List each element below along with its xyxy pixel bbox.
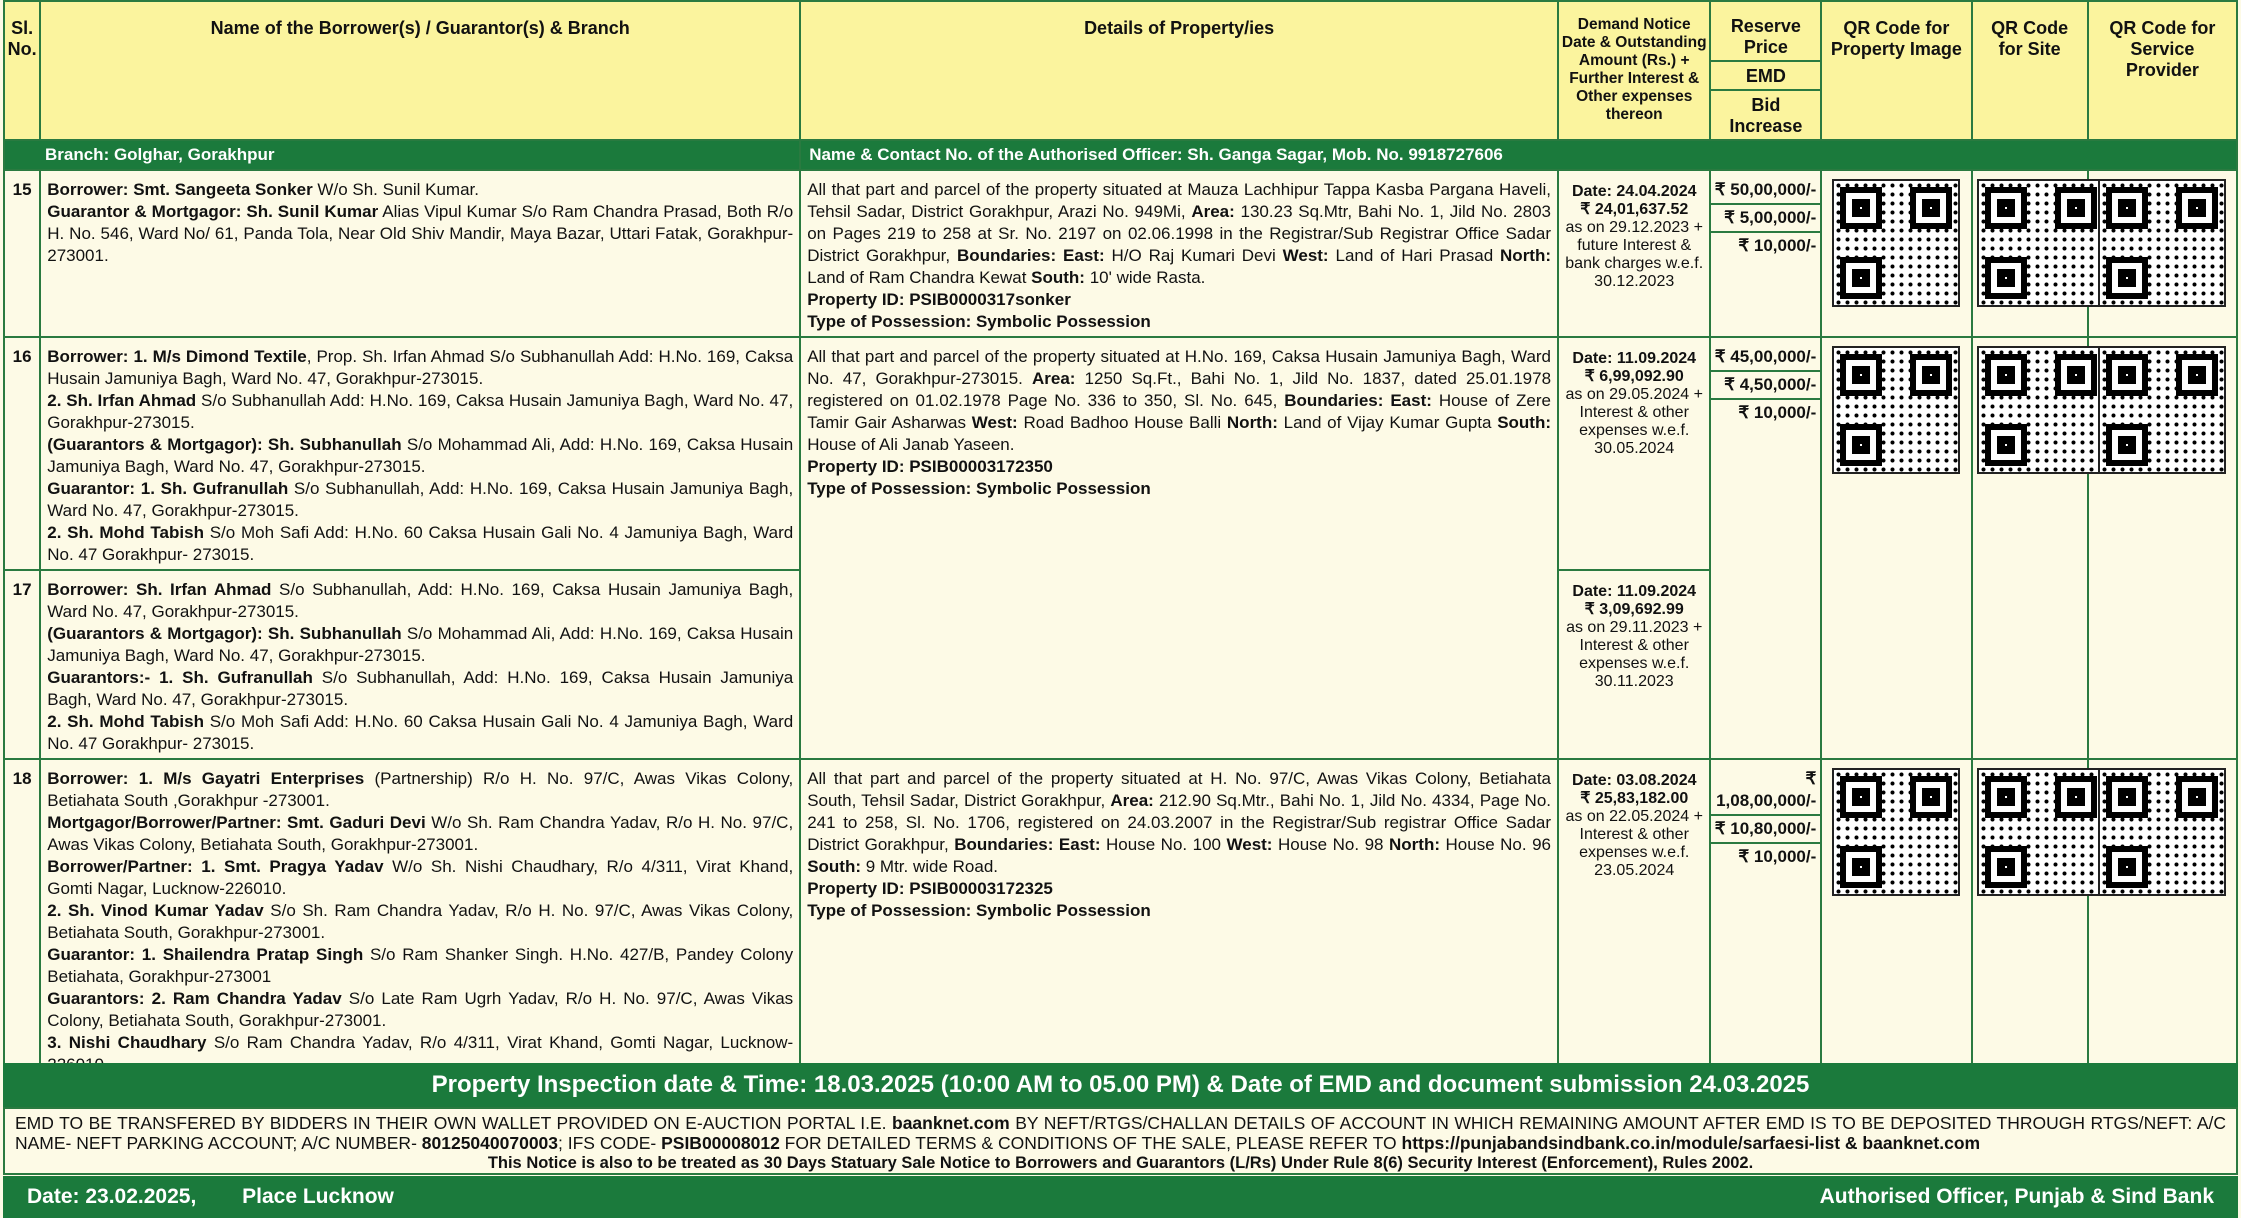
- demand-date: Date: 24.04.2024: [1571, 183, 1697, 200]
- col-qr-service: QR Code for Service Provider: [2088, 1, 2237, 140]
- demand-notice: [1558, 170, 1710, 337]
- authorised-officer: Name & Contact No. of the Authorised Officer: Sh. Ganga Sagar, Mob. No. 9918727606: [800, 140, 2237, 170]
- borrower-details: Borrower: 1. M/s Gayatri Enterprises (Partnership) R/o H. No. 97/C, Awas Vikas Colony, Betiahata South ,Gorakhpur -273001. Mortgagor/Borrower/Partner: Smt. Gaduri Devi W/o Sh. Ram Chandra Yadav, R/o H. No. 97/C, Awas Vikas Colony, Betiahata South, Gorakhpur-273001. Borrower/Partner: 1. Smt. Pragya Yadav W/o Sh. Nishi Chaudhary, R/o 4/311, Virat Khand, Gomti Nagar, Lucknow-226010. 2. Sh. Vinod Kumar Yadav S/o Sh. Ram Chandra Yadav, R/o H. No. 97/C, Awas Vikas Colony, Betiahata South, Gorakhpur-273001. Guarantor: 1. Shailendra Pratap Singh S/o Ram Shanker Singh. H.No. 427/B, Pandey Colony Betiahata, Gorakhpur-273001 Guarantors: 2. Ram Chandra Yadav S/o Late Ram Ugrh Yadav, R/o H. No. 97/C, Awas Vikas Colony, Betiahata South, Gorakhpur-273001. 3. Nishi Chaudhary S/o Ram Chandra Yadav, R/o 4/311, Virat Khand, Gomti Nagar, Lucknow-: [40, 759, 800, 1089]
- reserve-price: ₹ 45,00,000/-: [1711, 344, 1820, 372]
- col-emd: EMD: [1711, 62, 1820, 91]
- borrower-details: Borrower: Smt. Sangeeta Sonker W/o Sh. Sunil Kumar. Guarantor & Mortgagor: Sh. Sunil Kumar Alias Vipul Kumar S/o Ram Chandra Prasad, Both R/o H. No. 546, Ward No/ 61, Panda Tola, Near Old Shiv Mandir, Maya Bazar, Uttari Fatak, Gorakhpur-273001.: [40, 170, 800, 337]
- footer-place: Place Lucknow: [242, 1185, 394, 1208]
- property-table: [3, 0, 2238, 1090]
- price-cell: [1710, 170, 1821, 337]
- col-qr-site: QR Code for Site: [1972, 1, 2088, 140]
- qr-property-image-icon[interactable]: [1832, 179, 1960, 307]
- qr-service-provider-icon[interactable]: [2098, 768, 2226, 896]
- branch-name: Branch: Golghar, Gorakhpur: [4, 140, 800, 170]
- row-sl: 15: [4, 170, 40, 337]
- footer-officer: Authorised Officer, Punjab & Sind Bank: [1819, 1185, 2214, 1208]
- emd-amount: ₹ 5,00,000/-: [1711, 205, 1820, 233]
- demand-note: as on 29.05.2024 + Interest & other expenses w.e.f. 30.05.2024: [1565, 386, 1703, 457]
- emd-amount: ₹ 4,50,000/-: [1711, 372, 1820, 400]
- qr-site-icon[interactable]: [1977, 768, 2105, 896]
- demand-notice: [1558, 759, 1710, 1089]
- qr-property-image-icon[interactable]: [1832, 346, 1960, 474]
- notice-line: This Notice is also to be treated as 30 Days Statuary Sale Notice to Borrowers and Guarantors (L/Rs) Under Rule 8(6) Security Interest (Enforcement), Rules 2002.: [487, 1154, 1754, 1172]
- qr-service-provider-icon[interactable]: [2098, 179, 2226, 307]
- col-property: Details of Property/ies: [800, 1, 1558, 140]
- price-cell: [1710, 759, 1821, 1089]
- property-details: All that part and parcel of the property situated at H. No. 97/C, Awas Vikas Colony, Betiahata South, Tehsil Sadar, District Gorakhpur, Area: 212.90 Sq.Mtr., Bahi No. 1, Jild No. 4334, Page No. 241 to 258, Sl. No. 1706, registered on 24.03.2007 in the Registrar/Sub registrar Office Sadar District Gorakhpur, Boundaries: East: House No. 100 West: House No. 98 North: House No. 96 South: 9 Mtr. wide Road. Property ID: PSIB00003172325 Type of Possession: Symbolic Possession: [800, 759, 1558, 1089]
- demand-date: Date: 11.09.2024: [1572, 350, 1697, 367]
- col-borrower: Name of the Borrower(s) / Guarantor(s) & Branch: [40, 1, 800, 140]
- branch-row: [4, 140, 2237, 170]
- demand-notice: [1558, 570, 1710, 759]
- col-prices: [1710, 1, 1821, 140]
- demand-note: as on 29.11.2023 + Interest & other expenses w.e.f. 30.11.2023: [1566, 619, 1703, 690]
- emd-amount: ₹ 10,80,000/-: [1711, 816, 1820, 844]
- bid-increase: ₹ 10,000/-: [1738, 236, 1817, 255]
- demand-date: Date: 03.08.2024: [1571, 772, 1697, 789]
- col-qr-image: QR Code for Property Image: [1821, 1, 1971, 140]
- table-row: [4, 337, 2237, 570]
- col-sl: Sl. No.: [4, 1, 40, 140]
- payment-notice: [3, 1107, 2238, 1175]
- borrower-details: Borrower: 1. M/s Dimond Textile, Prop. Sh. Irfan Ahmad S/o Subhanullah Add: H.No. 169, Caksa Husain Jamuniya Bagh, Ward No. 47, Gorakhpur-273015. 2. Sh. Irfan Ahmad S/o Subhanullah Add: H.No. 169, Caksa Husain Jamuniya Bagh, Ward No. 47, Gorakhpur-273015. (Guarantors & Mortgagor): Sh. Subhanullah S/o Mohammad Ali, Add: H.No. 169, Caksa Husain Jamuniya Bagh, Ward No. 47, Gorakhpur-273015. Guarantor: 1. Sh. Gufranullah S/o Subhanullah, Add: H.No. 169, Caksa Husain Jamuniya Bagh, Ward No. 47, Gorakhpur-273015. 2. Sh. Mohd Tabish S/o Moh Safi Add: H.No. 60 Caksa Husain Gali No. 4 Jamuniya Bagh, Ward No. 47 Gorakhpur- 273015.: [40, 337, 800, 570]
- reserve-price: ₹ 1,08,00,000/-: [1711, 766, 1820, 816]
- row-sl: 16: [4, 337, 40, 570]
- borrower-details: Borrower: Sh. Irfan Ahmad S/o Subhanullah, Add: H.No. 169, Caksa Husain Jamuniya Bagh, Ward No. 47, Gorakhpur-273015. (Guarantors & Mortgagor): Sh. Subhanullah S/o Mohammad Ali, Add: H.No. 169, Caksa Husain Jamuniya Bagh, Ward No. 47, Gorakhpur-273015. Guarantors:- 1. Sh. Gufranullah S/o Subhanullah, Add: H.No. 169, Caksa Husain Jamuniya Bagh, Ward No. 47, Gorakhpur-273015. 2. Sh. Mohd Tabish S/o Moh Safi Add: H.No. 60 Caksa Husain Gali No. 4 Jamuniya Bagh, Ward No. 47 Gorakhpur- 273015.: [40, 570, 800, 759]
- property-details: All that part and parcel of the property situated at Mauza Lachhipur Tappa Kasba Pargana Haveli, Tehsil Sadar, District Gorakhpur, Arazi No. 949Mi, Area: 130.23 Sq.Mtr, Bahi No. 1, Jild No. 2803 on Pages 219 to 258 at Sr. No. 2197 on 02.06.1998 in the Registrar/Sub Registrar Office Sadar District Gorakhpur, Boundaries: East: H/O Raj Kumari Devi West: Land of Hari Prasad North: Land of Ram Chandra Kewat South: 10' wide Rasta. Property ID: PSIB0000317sonker Type of Possession: Symbolic Possession: [800, 170, 1558, 337]
- demand-notice: [1558, 337, 1710, 570]
- bid-increase: ₹ 10,000/-: [1738, 403, 1817, 422]
- demand-note: as on 29.12.2023 + future Interest & bank charges w.e.f. 30.12.2023: [1565, 219, 1704, 290]
- row-sl: 18: [4, 759, 40, 1089]
- price-cell: [1710, 337, 1821, 759]
- demand-amount: ₹ 6,99,092.90: [1584, 368, 1684, 385]
- table-row: [4, 759, 2237, 1089]
- footer: [3, 1176, 2238, 1218]
- reserve-price: ₹ 50,00,000/-: [1711, 177, 1820, 205]
- property-details: All that part and parcel of the property situated at H.No. 169, Caksa Husain Jamuniya Bagh, Ward No. 47, Gorakhpur-273015. Area: 1250 Sq.Ft., Bahi No. 1, Jild No. 1837, dated 25.01.1978 registered on 01.02.1978 Page No. 336 to 350, Sl. No. 645, Boundaries: East: House of Zere Tamir Gair Asharwas West: Road Badhoo House Balli North: Land of Vijay Kumar Gupta South: House of Ali Janab Yaseen. Property ID: PSIB00003172350 Type of Possession: Symbolic Possession: [800, 337, 1558, 759]
- qr-property-image-icon[interactable]: [1832, 768, 1960, 896]
- col-demand: Demand Notice Date & Outstanding Amount (Rs.) + Further Interest & Other expenses thereon: [1558, 1, 1710, 140]
- qr-service-provider-icon[interactable]: [2098, 346, 2226, 474]
- inspection-banner: Property Inspection date & Time: 18.03.2025 (10:00 AM to 05.00 PM) & Date of EMD and document submission 24.03.2025: [3, 1063, 2238, 1107]
- row-sl: 17: [4, 570, 40, 759]
- table-row: [4, 170, 2237, 337]
- notice-text: EMD TO BE TRANSFERED BY BIDDERS IN THEIR OWN WALLET PROVIDED ON E-AUCTION PORTAL I.E. baanknet.com BY NEFT/RTGS/CHALLAN DETAILS OF ACCOUNT IN WHICH REMAINING AMOUNT AFTER EMD IS TO BE DEPOSITED THROUGH RTGS/NEFT: A/C NAME- NEFT PARKING ACCOUNT; A/C NUMBER- 80125040070003; IFS CODE- PSIB00008012 FOR DETAILED TERMS & CONDITIONS OF THE SALE, PLEASE REFER TO https://punjabandsindbank.co.in/module/sarfaesi-list & baanknet.com: [15, 1113, 2226, 1153]
- demand-amount: ₹ 3,09,692.99: [1584, 601, 1684, 618]
- demand-note: as on 22.05.2024 + Interest & other expenses w.e.f. 23.05.2024: [1565, 808, 1703, 879]
- col-bid: Bid Increase: [1729, 95, 1803, 136]
- qr-site-icon[interactable]: [1977, 346, 2105, 474]
- demand-amount: ₹ 24,01,637.52: [1580, 201, 1689, 218]
- qr-site-icon[interactable]: [1977, 179, 2105, 307]
- col-reserve: Reserve Price: [1711, 12, 1820, 62]
- demand-date: Date: 11.09.2024: [1572, 583, 1697, 600]
- bid-increase: ₹ 10,000/-: [1738, 847, 1817, 866]
- demand-amount: ₹ 25,83,182.00: [1580, 790, 1689, 807]
- footer-date: Date: 23.02.2025,: [27, 1185, 197, 1208]
